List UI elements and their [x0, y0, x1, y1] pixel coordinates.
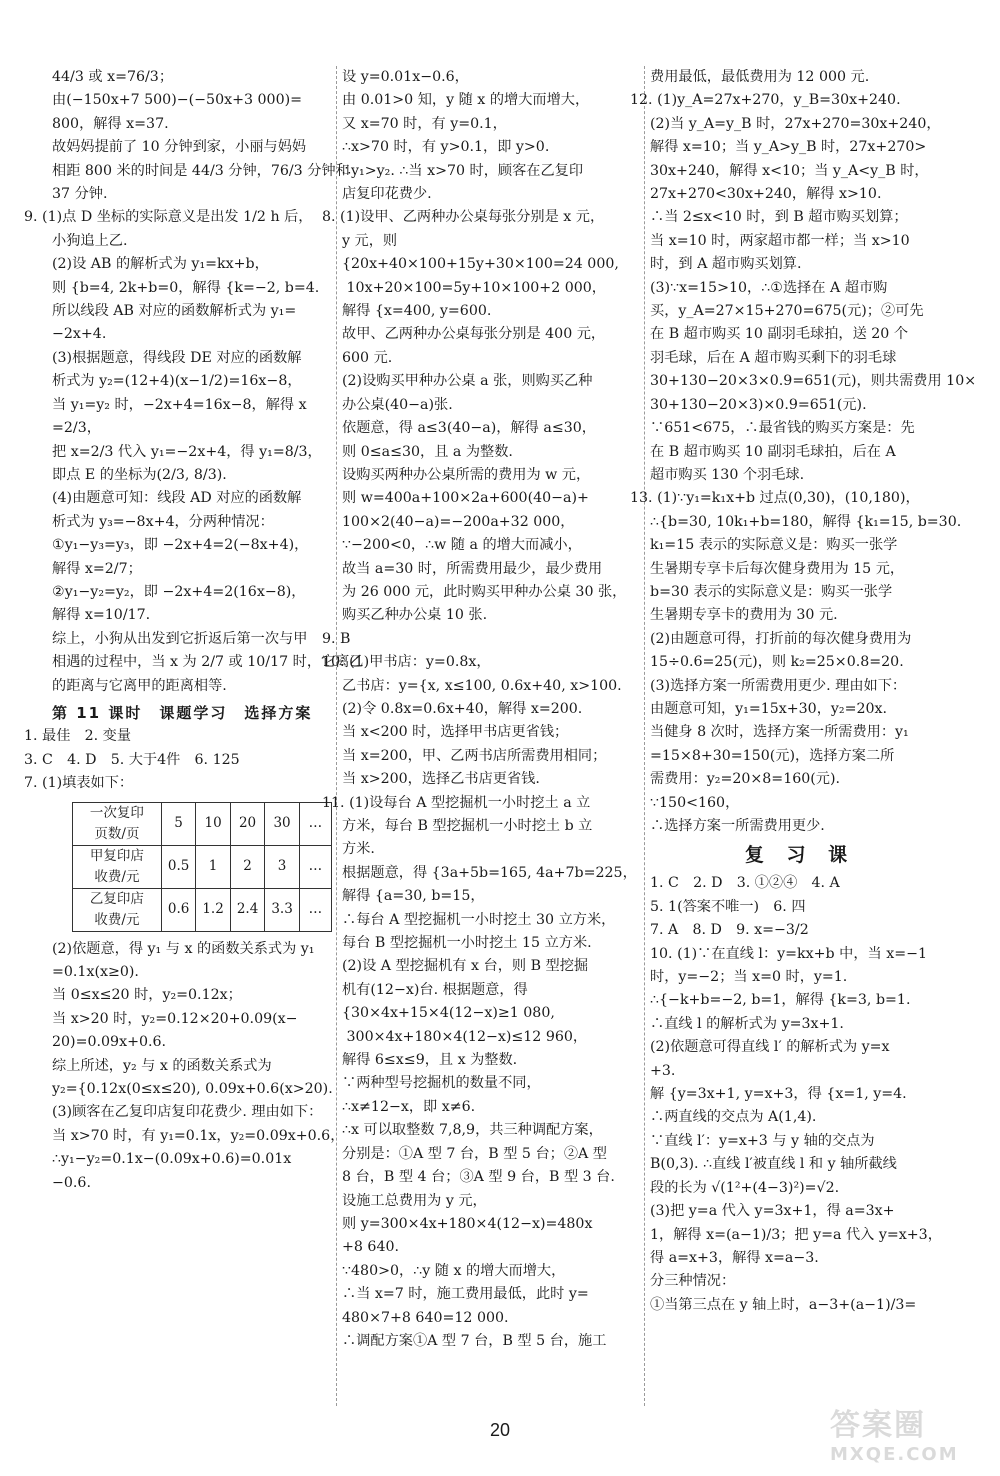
copy-fee-table [72, 802, 332, 932]
text-line: ∴当 x=7 时，施工费用最低，此时 y= [342, 1286, 589, 1303]
table-cell: … [299, 888, 331, 931]
table-row-header [73, 802, 162, 845]
text-line: 27x+270<30x+240，解得 x>10. [650, 186, 882, 203]
right-column [630, 66, 977, 1317]
text-line: ∴x 可以取整数 7,8,9，共三种调配方案， [342, 1122, 603, 1139]
text-line: ∴y₁−y₂=0.1x−(0.09x+0.6)=0.01x [52, 1151, 292, 1168]
text-line: 依题意，得 a≤3(40−a)，解得 a≤30， [342, 420, 596, 437]
text-line: 当健身 8 次时，选择方案一所需费用：y₁ [650, 724, 909, 741]
text-line: 设购买两种办公桌所需的费用为 w 元， [342, 466, 591, 483]
text-line: 时，y=−2；当 x=0 时，y=1. [650, 969, 848, 986]
table-cell: 1.2 [196, 888, 230, 931]
text-line: 13. (1)∵y₁=k₁x+b 过点(0,30)，(10,180)， [630, 490, 920, 507]
text-line: 480×7+8 640=12 000. [342, 1309, 509, 1326]
table-row [73, 845, 332, 888]
text-line: ∴{b=30, 10k₁+b=180，解得 {k₁=15, b=30. [650, 513, 962, 530]
text-line: ∴x≠12−x，即 x≠6. [342, 1098, 476, 1115]
text-line: =2/3， [52, 420, 101, 437]
text-line: 1，解得 x=(a−1)/3；把 y=a 代入 y=x+3， [650, 1226, 942, 1243]
text-line: 600 元. [342, 349, 393, 366]
text-line: 3. C 4. D 5. 大于4件 6. 125 [24, 751, 240, 768]
text-line: 生暑期专享卡的费用为 30 元. [650, 607, 838, 624]
text-line: 1. 最佳 2. 变量 [24, 728, 132, 745]
watermark-logo-text: 答案圈 [830, 1408, 926, 1443]
text-line: 为 26 000 元，此时购买甲种办公桌 30 张， [342, 583, 627, 600]
text-line: 则 y=300×4x+180×4(12−x)=480x [342, 1215, 593, 1232]
text-line: 段的长为 √(1²+(4−3)²)=√2. [650, 1179, 840, 1196]
text-line: (2)依题意可得直线 l′ 的解析式为 y=x [650, 1039, 890, 1056]
text-line: 44/3 或 x=76/3； [52, 69, 174, 85]
text-line: 解得 x=2/7； [52, 560, 142, 577]
table-cell: 3 [265, 845, 299, 888]
text-line: +3. [650, 1062, 676, 1079]
text-line: 即点 E 的坐标为(2/3, 8/3). [52, 466, 227, 483]
table-cell: 30 [265, 802, 299, 845]
text-line: ②y₁−y₂=y₂，即 −2x+4=2(16x−8)， [52, 583, 306, 600]
text-line: 每台 B 型挖掘机一小时挖土 15 立方米. [342, 935, 592, 952]
text-line: 则 {b=4, 2k+b=0，解得 {k=−2, b=4. [52, 279, 320, 296]
table-row [73, 888, 332, 931]
text-line: 方米. [342, 841, 375, 858]
text-line: 则 w=400a+100×2a+600(40−a)+ [342, 490, 589, 507]
text-line: 又 x=70 时，有 y=0.1， [342, 115, 507, 132]
text-line: ∴调配方案①A 型 7 台，B 型 5 台，施工 [342, 1332, 607, 1349]
text-line: ①当第三点在 y 轴上时，a−3+(a−1)/3= [650, 1296, 917, 1313]
table-cell: 1 [196, 845, 230, 888]
text-line: {30×4x+15×4(12−x)≥1 080, [342, 1005, 555, 1022]
text-line: ∵−200<0，∴w 随 a 的增大而减小， [342, 537, 582, 554]
text-line: −0.6. [52, 1174, 91, 1191]
text-line: 费用最低，最低费用为 12 000 元. [650, 69, 870, 85]
table-cell: 10 [196, 802, 230, 845]
text-line: (3)顾客在乙复印店复印花费少. 理由如下： [52, 1104, 323, 1121]
table-cell: 2 [230, 845, 264, 888]
text-line: 羽毛球，后在 A 超市购买剩下的羽毛球 [650, 349, 897, 366]
text-line: (3)把 y=a 代入 y=3x+1，得 a=3x+ [650, 1203, 895, 1220]
text-line: 8 台，B 型 4 台；③A 型 9 台，B 型 3 台. [342, 1169, 615, 1186]
text-line: 当 x=200，甲、乙两书店所需费用相同； [342, 747, 607, 764]
text-line: 则 0≤a≤30，且 a 为整数. [342, 443, 513, 460]
text-line: 800，解得 x=37. [52, 115, 169, 132]
text-line: y 元，则 [342, 232, 398, 249]
column-divider [336, 66, 338, 1406]
text-line: 生暑期专享卡后每次健身费用为 15 元， [650, 560, 905, 577]
text-line: 根据题意，得 {3a+5b=165, 4a+7b=225， [342, 864, 637, 881]
text-line: 小狗追上乙. [52, 232, 128, 249]
review-section-title: 复 习 课 [744, 844, 856, 867]
text-line: ∴x>70 时，有 y>0.1，即 y>0. [342, 139, 550, 156]
text-line: ①y₁−y₃=y₃，即 −2x+4=2(−8x+4)， [52, 537, 309, 554]
table-row-header [73, 845, 162, 888]
text-line: (3)∵x=15>10，∴①选择在 A 超市购 [650, 279, 888, 296]
text-line: 综上所述，y₂ 与 x 的函数关系式为 [52, 1057, 272, 1074]
text-line: 当 x>200，选择乙书店更省钱. [342, 771, 540, 788]
text-line: 当 0≤x≤20 时，y₂=0.12x； [52, 987, 242, 1004]
text-line: 37 分钟. [52, 186, 108, 203]
text-line: 9. (1)点 D 坐标的实际意义是出发 1/2 h 后， [24, 209, 313, 226]
text-line: 15÷0.6=25(元)，则 k₂=25×0.8=20. [650, 654, 904, 671]
text-line: 解 {y=3x+1, y=x+3，得 {x=1, y=4. [650, 1086, 907, 1103]
table-cell: … [299, 802, 331, 845]
text-line: 故当 a=30 时，所需费用最少，最少费用 [342, 560, 603, 577]
text-line: 综上，小狗从出发到它折返后第一次与甲 [52, 630, 308, 647]
text-line: +8 640. [342, 1239, 400, 1256]
text-line: 11. (1)设每台 A 型挖掘机一小时挖土 a 立 [322, 794, 591, 811]
text-line: 解得 6≤x≤9，且 x 为整数. [342, 1052, 518, 1069]
text-line: 析式为 y₂=(12+4)(x−1/2)=16x−8， [52, 373, 302, 390]
text-line: 8. (1)设甲、乙两种办公桌每张分别是 x 元， [322, 209, 605, 226]
text-line: ∴直线 l 的解析式为 y=3x+1. [650, 1015, 844, 1032]
table-cell: 20 [230, 802, 264, 845]
text-line: 解得 x=10/17. [52, 607, 151, 624]
text-line: =0.1x(x≥0). [52, 964, 139, 980]
text-line: ∵两种型号挖掘机的数量不同， [342, 1075, 541, 1092]
text-line: ∴两直线的交点为 A(1,4). [650, 1109, 817, 1126]
text-line: ∵480>0，∴y 随 x 的增大而增大， [342, 1262, 566, 1279]
header-line: 甲复印店 [89, 847, 144, 864]
text-line: 在 B 超市购买 10 副羽毛球拍，送 20 个 [650, 326, 909, 343]
text-line: 100×2(40−a)=−200a+32 000， [342, 513, 575, 530]
header-line: 收费/元 [94, 868, 140, 885]
text-line: 相遇的过程中，当 x 为 2/7 或 10/17 时，它离乙 [52, 654, 364, 671]
text-line: (2)当 y_A=y_B 时，27x+270=30x+240， [650, 115, 941, 132]
header-line: 一次复印 [89, 804, 144, 821]
text-line: ∴当 2≤x<10 时，到 B 超市购买划算； [650, 209, 908, 226]
table-cell: 0.6 [161, 888, 195, 931]
text-line: (3)根据题意，得线段 DE 对应的函数解 [52, 349, 302, 366]
text-line: 解得 {x=400, y=600. [342, 303, 492, 320]
text-line: 乙书店：y={x, x≤100, 0.6x+40, x>100. [342, 677, 622, 694]
text-line: 30+130−20×3)×0.9=651(元). [650, 396, 867, 413]
text-line: 解得 {a=30, b=15， [342, 888, 485, 905]
text-line: 由 0.01>0 知，y 随 x 的增大而增大， [342, 92, 590, 109]
text-line: 当 x>70 时，有 y₁=0.1x，y₂=0.09x+0.6， [52, 1127, 345, 1144]
header-line: 收费/元 [94, 911, 140, 928]
section-title: 第 11 课时 课题学习 选择方案 [52, 703, 313, 722]
text-line: 得 a=x+3，解得 x=a−3. [650, 1249, 819, 1266]
text-line: (3)选择方案一所需费用更少. 理由如下： [650, 677, 907, 694]
text-line: 设 y=0.01x−0.6， [342, 69, 469, 85]
text-line: 超市购买 130 个羽毛球. [650, 466, 805, 483]
text-line: 的距离与它离甲的距离相等. [52, 677, 227, 694]
text-line: k₁=15 表示的实际意义是：购买一张学 [650, 537, 898, 554]
text-line: ∵150<160， [650, 794, 740, 811]
text-line: ∵651<675，∴最省钱的购买方案是：先 [650, 420, 915, 437]
text-line: 分三种情况： [650, 1273, 736, 1290]
text-line: =15×8+30=150(元)，选择方案二所 [650, 747, 895, 764]
text-line: 在 B 超市购买 10 副羽毛球拍，后在 A [650, 443, 896, 460]
text-line: 故甲、乙两种办公桌每张分别是 400 元， [342, 326, 606, 343]
table-cell: 5 [161, 802, 195, 845]
text-line: 当 y₁=y₂ 时，−2x+4=16x−8，解得 x [52, 396, 307, 413]
text-line: 解得 x=10；当 y_A>y_B 时，27x+270> [650, 139, 927, 156]
text-line: 买，y_A=27×15+270=675(元)；②可先 [650, 303, 924, 320]
text-line: (2)依题意，得 y₁ 与 x 的函数关系式为 y₁ [52, 940, 315, 957]
text-line: 30x+240，解得 x<10；当 y_A<y_B 时， [650, 162, 929, 179]
text-line: 当 x<200 时，选择甲书店更省钱； [342, 724, 569, 741]
text-line: 10x+20×100=5y+10×100+2 000， [342, 279, 606, 296]
text-line: 12. (1)y_A=27x+270，y_B=30x+240. [630, 92, 901, 109]
text-line: (2)由题意可得，打折前的每次健身费用为 [650, 630, 912, 647]
text-line: y₂={0.12x(0≤x≤20), 0.09x+0.6(x>20). [52, 1081, 333, 1098]
text-line: 办公桌(40−a)张. [342, 396, 453, 413]
table-cell: 3.3 [265, 888, 299, 931]
text-line: −2x+4. [52, 326, 107, 343]
table-cell: 2.4 [230, 888, 264, 931]
text-line: (4)由题意可知：线段 AD 对应的函数解 [52, 490, 302, 507]
text-line: 方米，每台 B 型挖掘机一小时挖土 b 立 [342, 818, 593, 834]
text-line: b=30 表示的实际意义是：购买一张学 [650, 583, 893, 600]
text-line: 当 x>20 时，y₂=0.12×20+0.09(x− [52, 1010, 298, 1027]
header-line: 乙复印店 [89, 890, 144, 907]
header-line: 页数/页 [94, 825, 140, 842]
text-line: 分别是：①A 型 7 台，B 型 5 台；②A 型 [342, 1145, 607, 1162]
text-line: (2)令 0.8x=0.6x+40，解得 x=200. [342, 700, 583, 717]
text-line: 由(−150x+7 500)−(−50x+3 000)= [52, 92, 303, 109]
text-line: (2)设 A 型挖掘机有 x 台，则 B 型挖掘 [342, 958, 589, 975]
text-line: 需费用：y₂=20×8=160(元). [650, 771, 841, 788]
text-line: ∴y₁>y₂. ∴当 x>70 时，顾客在乙复印 [342, 162, 584, 179]
text-line: 时，到 A 超市购买划算. [650, 256, 802, 273]
text-line: 7. (1)填表如下： [24, 775, 134, 792]
text-line: 7. A 8. D 9. x=−3/2 [650, 922, 809, 939]
column-divider [644, 66, 646, 1406]
text-line: B(0,3). ∴直线 l′被直线 l 和 y 轴所截线 [650, 1156, 897, 1173]
text-line: 由题意可知，y₁=15x+30，y₂=20x. [650, 700, 888, 717]
text-line: 30+130−20×3×0.9=651(元)，则共需费用 10× [650, 373, 977, 390]
page-number: 20 [489, 1420, 511, 1440]
text-line: (2)设购买甲种办公桌 a 张，则购买乙种 [342, 373, 593, 390]
table-cell: 0.5 [161, 845, 195, 888]
text-line: 购买乙种办公桌 10 张. [342, 607, 488, 624]
text-line: 故妈妈提前了 10 分钟到家，小丽与妈妈 [52, 139, 307, 156]
text-line: 相距 800 米的时间是 44/3 分钟，76/3 分钟和 [52, 162, 350, 179]
text-line: 把 x=2/3 代入 y₁=−2x+4，得 y₁=8/3， [52, 443, 322, 460]
watermark-logo [830, 1400, 990, 1470]
text-line: ∴选择方案一所需费用更少. [650, 818, 825, 834]
text-line: 店复印花费少. [342, 186, 432, 203]
table-cell: … [299, 845, 331, 888]
text-line: 当 x=10 时，两家超市都一样；当 x>10 [650, 232, 910, 249]
text-line: ∵直线 l′：y=x+3 与 y 轴的交点为 [650, 1132, 875, 1149]
text-line: {20x+40×100+15y+30×100=24 000, [342, 256, 619, 273]
text-line: 设施工总费用为 y 元， [342, 1192, 487, 1209]
watermark-url: MXQE.COM [830, 1444, 959, 1465]
text-line: 20)=0.09x+0.6. [52, 1034, 167, 1051]
middle-column [322, 66, 638, 1353]
text-line: 10. (1)甲书店：y=0.8x， [322, 654, 491, 671]
text-line: 5. 1(答案不唯一) 6. 四 [650, 898, 806, 915]
text-line: ∴{−k+b=−2, b=1，解得 {k=3, b=1. [650, 992, 911, 1009]
text-line: 1. C 2. D 3. ①②④ 4. A [650, 875, 840, 892]
text-line: 所以线段 AB 对应的函数解析式为 y₁= [52, 303, 297, 320]
text-line: 机有(12−x)台. 根据题意，得 [342, 981, 528, 998]
text-line: (2)设 AB 的解析式为 y₁=kx+b， [52, 256, 269, 273]
text-line: 300×4x+180×4(12−x)≤12 960， [342, 1028, 588, 1045]
table-row-header [73, 888, 162, 931]
table-row [73, 802, 332, 845]
text-line: 9. B [322, 630, 351, 647]
text-line: 析式为 y₃=−8x+4，分两种情况： [52, 513, 274, 530]
text-line: 10. (1)∵在直线 l：y=kx+b 中，当 x=−1 [650, 945, 928, 962]
text-line: ∴每台 A 型挖掘机一小时挖土 30 立方米， [342, 911, 616, 928]
